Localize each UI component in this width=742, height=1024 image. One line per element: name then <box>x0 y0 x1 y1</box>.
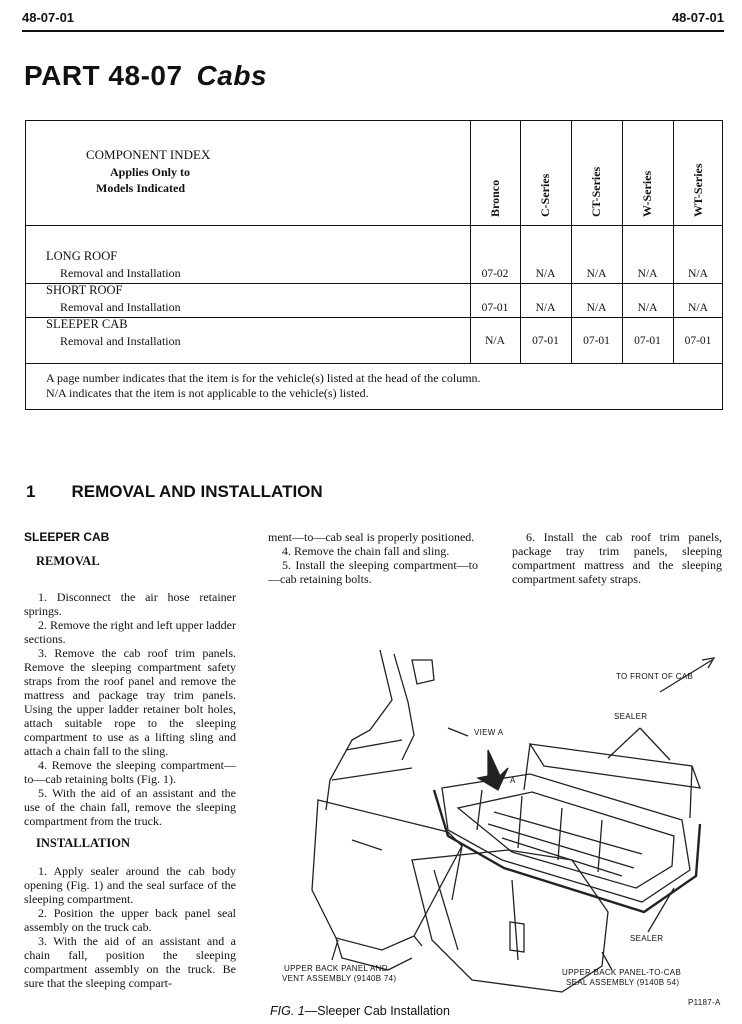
subsection-heading: SLEEPER CAB <box>24 530 110 544</box>
page-code-right: 48-07-01 <box>671 10 724 25</box>
table-cell: N/A <box>688 302 708 314</box>
step: 2. Remove the right and left upper ladder sections. <box>24 618 236 646</box>
table-cell: N/A <box>535 302 556 314</box>
column-header-w-series: W-Series <box>640 170 654 217</box>
row-task: Removal and Installation <box>60 300 181 314</box>
table-cell: 07-02 <box>481 268 509 280</box>
index-subheading: Models Indicated <box>96 181 186 195</box>
table-cell: N/A <box>637 302 658 314</box>
table-cell: N/A <box>586 268 607 280</box>
step: 5. With the aid of an assistant and the use of the chain fall, remove the sleeping compartment from the truck. <box>24 786 236 828</box>
step: 4. Remove the sleeping compartment—to—cab retaining bolts (Fig. 1). <box>24 758 236 786</box>
step: ment—to—cab seal is properly positioned. <box>268 530 475 544</box>
part-name: Cabs <box>196 60 268 91</box>
table-cell: 07-01 <box>634 335 661 347</box>
column-header-wt-series: WT-Series <box>691 163 705 217</box>
table-cell: N/A <box>688 268 708 280</box>
step: 4. Remove the chain fall and sling. <box>282 544 450 558</box>
header-rule <box>22 30 724 32</box>
index-note: N/A indicates that the item is not applicable to the vehicle(s) listed. <box>46 386 369 400</box>
figure-code: P1187-A <box>688 998 721 1007</box>
step: 1. Disconnect the air hose retainer springs. <box>24 590 236 618</box>
figure-label: SEAL ASSEMBLY (9140B 54) <box>566 978 680 987</box>
procedure-heading: INSTALLATION <box>36 836 131 850</box>
table-cell: N/A <box>586 302 607 314</box>
figure-label: SEALER <box>630 934 664 943</box>
text-column-2 <box>268 530 478 586</box>
procedure-heading: REMOVAL <box>36 554 100 568</box>
step: 2. Position the upper back panel seal assembly on the truck cab. <box>24 906 236 934</box>
figure-label: UPPER BACK PANEL-TO-CAB <box>562 968 682 977</box>
table-cell: N/A <box>637 268 658 280</box>
table-divider <box>571 121 572 364</box>
table-divider <box>470 121 471 364</box>
component-index-table <box>25 120 723 410</box>
row-name: SHORT ROOF <box>46 283 123 297</box>
section-title: REMOVAL AND INSTALLATION <box>71 482 323 501</box>
row-name: LONG ROOF <box>46 249 118 263</box>
index-note: A page number indicates that the item is for the vehicle(s) listed at the head of the column. <box>46 371 481 385</box>
step: 3. Remove the cab roof trim panels. Remove the sleeping compartment safety straps from the roof panel and remove the mattress and package tray trim panels. Using the upper ladder retainer bolt holes, attach suitable rope to the sleeping compartment to use as a lifting sling and attach a chain fall to the sling. <box>24 646 236 758</box>
sleeper-cab-figure <box>262 640 732 1008</box>
figure-label: VIEW A <box>474 728 504 737</box>
table-divider <box>520 121 521 364</box>
column-header-c-series: C-Series <box>538 173 552 217</box>
table-divider <box>26 283 722 284</box>
step: 1. Apply sealer around the cab body opening (Fig. 1) and the seal surface of the sleeping compartment. <box>24 864 236 906</box>
index-subheading: Applies Only to <box>110 165 191 179</box>
table-cell: 07-01 <box>583 335 610 347</box>
figure-label: UPPER BACK PANEL AND <box>284 964 388 973</box>
part-number: PART 48-07 <box>24 60 183 91</box>
column-header-bronco: Bronco <box>488 179 502 217</box>
sleeper-cab-drawing <box>262 640 732 1008</box>
table-divider <box>26 225 722 226</box>
row-task: Removal and Installation <box>60 334 181 348</box>
row-name: SLEEPER CAB <box>46 317 128 331</box>
index-heading: COMPONENT INDEX <box>86 147 211 162</box>
table-divider <box>26 363 722 364</box>
step: 3. With the aid of an assistant and a chain fall, position the sleeping compartment assembly on the truck. Be sure that the sleeping compart- <box>24 934 236 990</box>
text-column-3 <box>512 530 722 586</box>
section-number: 1 <box>26 482 36 501</box>
figure-label: VENT ASSEMBLY (9140B 74) <box>282 974 397 983</box>
table-cell: 07-01 <box>684 335 712 347</box>
table-cell: 07-01 <box>532 335 559 347</box>
figure-caption-text: —Sleeper Cab Installation <box>304 1004 450 1018</box>
figure-number: FIG. 1 <box>270 1004 305 1018</box>
figure-label: TO FRONT OF CAB <box>616 672 694 681</box>
table-divider <box>622 121 623 364</box>
section-heading <box>26 482 323 502</box>
page-code-left: 48-07-01 <box>22 10 75 25</box>
figure-label: A <box>510 776 516 785</box>
figure-caption <box>270 1004 450 1018</box>
table-cell: 07-01 <box>481 302 509 314</box>
column-header-ct-series: CT-Series <box>589 166 603 217</box>
figure-label: SEALER <box>614 712 648 721</box>
text-column-1 <box>24 530 236 990</box>
step: 6. Install the cab roof trim panels, package tray trim panels, sleeping compartment mattress and the sleeping compartment safety straps. <box>512 530 722 586</box>
table-divider <box>673 121 674 364</box>
page-title <box>24 60 267 92</box>
row-task: Removal and Installation <box>60 266 181 280</box>
table-cell: N/A <box>485 335 505 347</box>
table-divider <box>26 317 722 318</box>
table-cell: N/A <box>535 268 556 280</box>
step: 5. Install the sleeping compartment—to—cab retaining bolts. <box>268 558 478 586</box>
